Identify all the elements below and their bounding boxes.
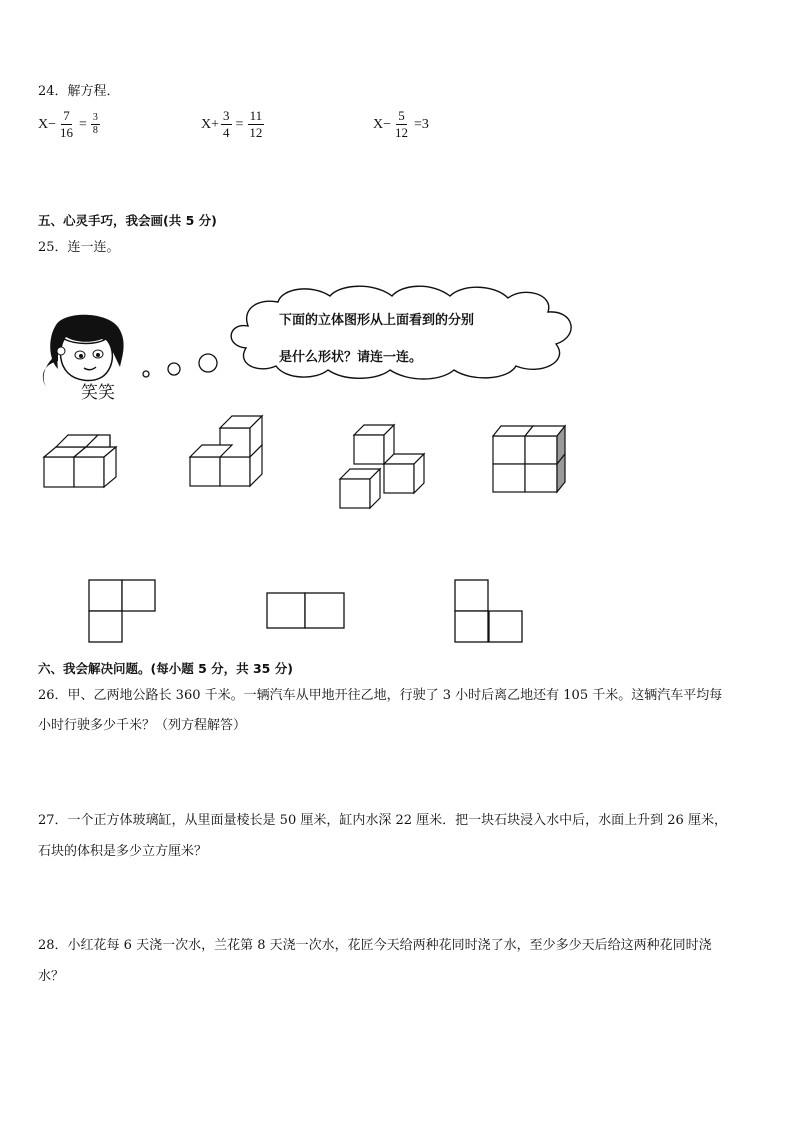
solid-figure-4 bbox=[492, 424, 570, 494]
q27-line-2: 石块的体积是多少立方厘米？ bbox=[38, 844, 208, 859]
eq1-lhs: X− bbox=[38, 116, 57, 132]
eq2-numerator: 3 bbox=[223, 108, 230, 123]
q25-title: 25．连一连。 bbox=[38, 240, 120, 255]
equation-1 bbox=[38, 108, 102, 141]
character-name: 笑笑 bbox=[81, 383, 115, 403]
thought-bubbles bbox=[138, 350, 223, 380]
section-6-heading: 六、我会解决问题。(每小题 5 分，共 35 分) bbox=[38, 661, 293, 676]
eq1-equals: = bbox=[79, 116, 87, 132]
eq1-rhs-denominator: 8 bbox=[92, 125, 98, 136]
eq1-rhs-fraction bbox=[91, 112, 100, 137]
q27-line-1: 27．一个正方体玻璃缸，从里面量棱长是 50 厘米，缸内水深 22 厘米．把一块石块浸入水中后，水面上升到 26 厘米， bbox=[38, 813, 727, 828]
eq2-equals: = bbox=[235, 116, 244, 132]
eq2-lhs: X+ bbox=[201, 116, 220, 132]
top-view-shape-1 bbox=[88, 579, 158, 645]
eq1-rhs-numerator: 3 bbox=[92, 112, 98, 123]
eq2-rhs-fraction bbox=[247, 108, 264, 141]
eq3-numerator: 5 bbox=[398, 108, 405, 123]
top-view-shape-2 bbox=[266, 592, 348, 632]
cloud-text-line-1: 下面的立体图形从上面看到的分别 bbox=[279, 313, 475, 328]
eq3-denominator: 12 bbox=[395, 125, 409, 140]
q26-line-1: 26．甲、乙两地公路长 360 千米。一辆汽车从甲地开往乙地，行驶了 3 小时后离乙地还有 105 千米。这辆汽车平均每 bbox=[38, 688, 723, 703]
eq2-rhs-numerator: 11 bbox=[249, 108, 263, 123]
eq1-fraction bbox=[58, 108, 75, 141]
q28-line-1: 28．小红花每 6 天浇一次水，兰花第 8 天浇一次水，花匠今天给两种花同时浇了水，至少多少天后给这两种花同时浇 bbox=[38, 938, 712, 953]
eq3-lhs: X− bbox=[373, 116, 392, 132]
equation-3 bbox=[373, 108, 431, 141]
section-5-heading: 五、心灵手巧，我会画(共 5 分) bbox=[38, 213, 217, 228]
q28-line-2: 水？ bbox=[38, 969, 65, 984]
solid-figure-1 bbox=[43, 433, 123, 489]
eq2-denominator: 4 bbox=[223, 125, 230, 140]
eq2-rhs-denominator: 12 bbox=[249, 125, 263, 140]
eq3-fraction bbox=[393, 108, 410, 141]
eq3-rhs: =3 bbox=[414, 116, 429, 132]
eq2-fraction bbox=[221, 108, 232, 141]
eq1-denominator: 16 bbox=[60, 125, 74, 140]
q26-line-2: 小时行驶多少千米？（列方程解答） bbox=[38, 718, 247, 733]
top-view-shape-3 bbox=[454, 579, 526, 645]
cloud-text-line-2: 是什么形状？请连一连。 bbox=[279, 350, 423, 365]
eq1-numerator: 7 bbox=[63, 108, 70, 123]
q24-title: 24．解方程． bbox=[38, 84, 120, 99]
solid-figure-2 bbox=[189, 414, 265, 488]
equation-2 bbox=[201, 108, 266, 141]
speech-cloud bbox=[218, 286, 578, 386]
solid-figure-3 bbox=[339, 424, 427, 510]
